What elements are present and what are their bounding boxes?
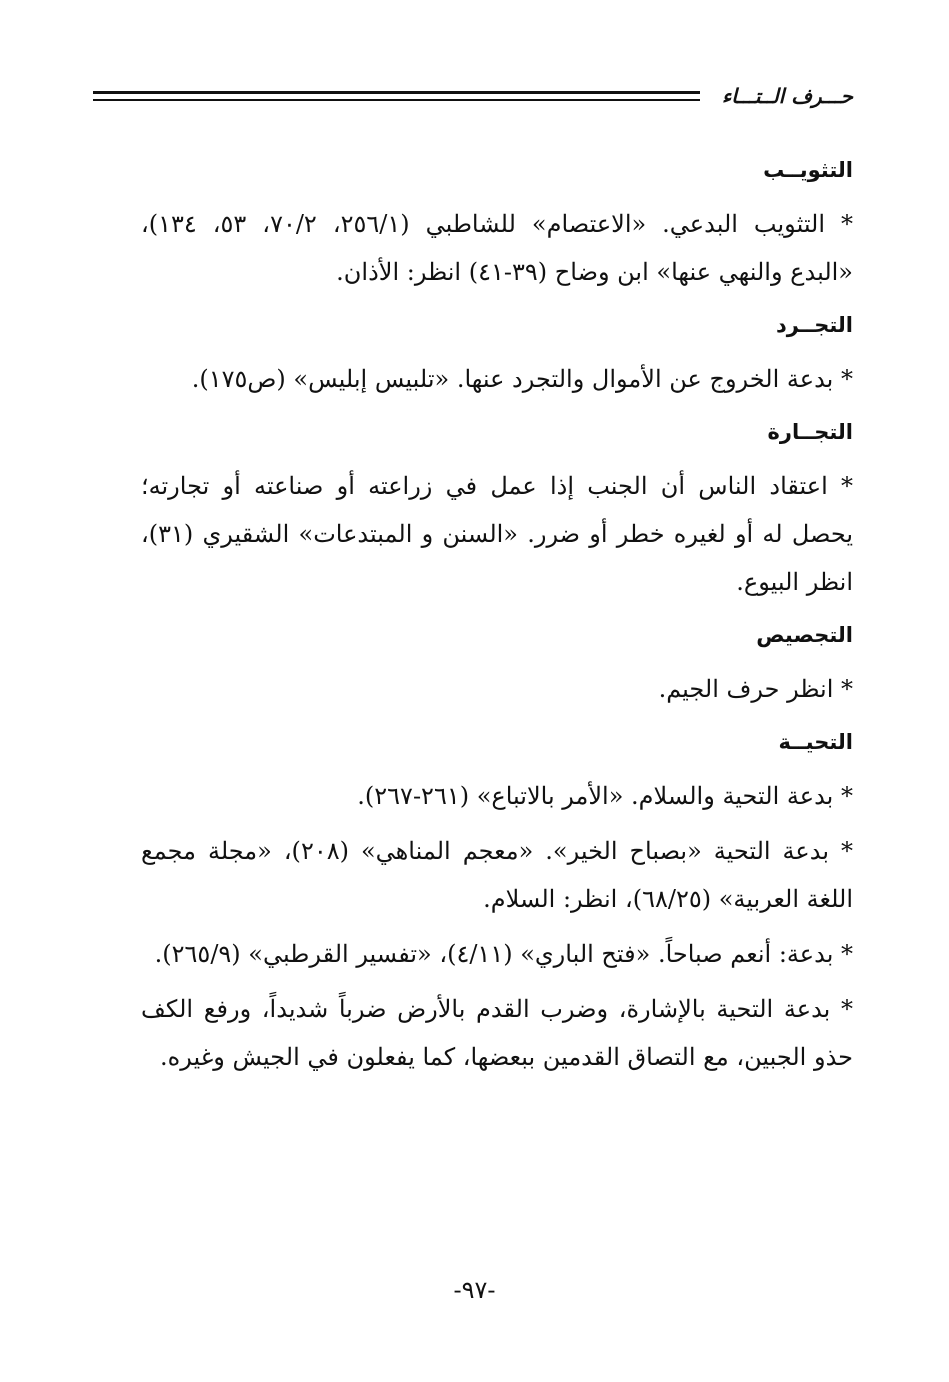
entry-paragraph: * بدعة التحية والسلام. «الأمر بالاتباع» (٢٦١-٢٦٧). xyxy=(357,782,853,810)
entry-paragraph: * بدعة الخروج عن الأموال والتجرد عنها. «تلبيس إبليس» (ص١٧٥). xyxy=(191,365,853,393)
entry-heading: التثويــب xyxy=(763,158,853,182)
entry-tajarrud xyxy=(141,305,853,403)
entry-heading: التجــرد xyxy=(776,313,853,337)
page-number: -٩٧- xyxy=(453,1276,496,1304)
entry-heading: التجــارة xyxy=(767,420,853,444)
entry-tahiyya xyxy=(141,722,853,1081)
entry-paragraph: * بدعة التحية بالإشارة، وضرب القدم بالأرض ضرباً شديداً، ورفع الكف حذو الجبين، مع التصاق القدمين ببعضها، كما يفعلون في الجيش وغيره. xyxy=(141,995,853,1071)
entry-heading: التحيــة xyxy=(778,730,853,754)
entry-heading: التجصيص xyxy=(756,623,853,647)
page-content xyxy=(141,150,853,1090)
entry-paragraph: * اعتقاد الناس أن الجنب إذا عمل في زراعته أو صناعته أو تجارته؛ يحصل له أو لغيره خطر أو ضرر. «السنن و المبتدعات» الشقيري (٣١)، انظر البيوع. xyxy=(141,472,853,596)
entry-tijara xyxy=(141,412,853,606)
entry-tathwib xyxy=(141,150,853,296)
running-header xyxy=(93,78,853,114)
header-rule-bottom xyxy=(93,99,700,101)
entry-paragraph: * بدعة التحية «بصباح الخير». «معجم المناهي» (٢٠٨)، «مجلة مجمع اللغة العربية» (٦٨/٢٥)، انظر: السلام. xyxy=(141,837,853,913)
entry-tajsis xyxy=(141,615,853,713)
header-double-rule xyxy=(93,91,700,101)
header-rule-top xyxy=(93,91,700,94)
entry-paragraph: * التثويب البدعي. «الاعتصام» للشاطبي (٢٥٦/١، ٧٠/٢، ٥٣، ١٣٤)، «البدع والنهي عنها» ابن وضاح (٣٩-٤١) انظر: الأذان. xyxy=(141,210,854,286)
entry-paragraph: * انظر حرف الجيم. xyxy=(658,675,853,703)
running-title: حـــرف الــتـــاء xyxy=(721,84,853,108)
entry-paragraph: * بدعة: أنعم صباحاً. «فتح الباري» (٤/١١)، «تفسير القرطبي» (٢٦٥/٩). xyxy=(154,940,853,968)
